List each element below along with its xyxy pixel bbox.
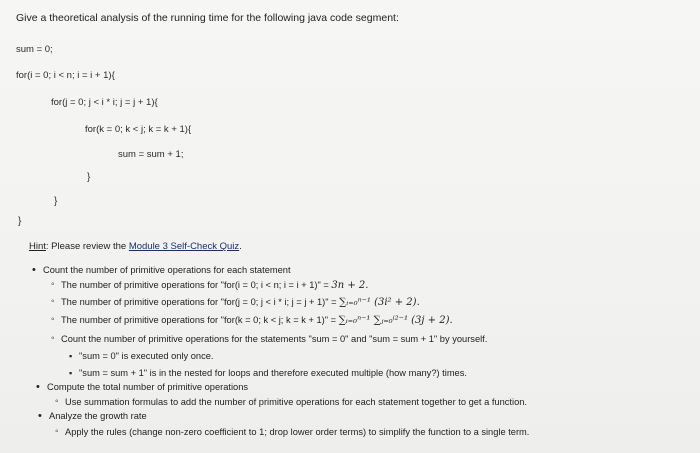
- hint-end: .: [239, 241, 242, 252]
- middle-loop-ops-text: The number of primitive operations for "for(j = 0; j < i * i; j = j + 1)" =: [61, 297, 340, 307]
- self-check-quiz-link[interactable]: Module 3 Self-Check Quiz: [128, 241, 240, 252]
- code-line-inner-loop: for(k = 0; k < j; k = k + 1){: [85, 124, 192, 135]
- inner-loop-ops-text: The number of primitive operations for "for(k = 0; k < j; k = k + 1)" =: [61, 315, 339, 325]
- subbullet-summation-formulas: ◦ Use summation formulas to add the number of primitive operations for each statement together to get a function.: [65, 396, 527, 408]
- code-line-sum-increment: sum = sum + 1;: [118, 149, 184, 160]
- subbullet-outer-loop-ops: [61, 279, 368, 292]
- code-close-brace-inner: }: [87, 172, 91, 183]
- code-line-middle-loop: for(j = 0; j < i * i; j = j + 1){: [51, 97, 158, 108]
- hint-line: [29, 241, 242, 253]
- subbullet-inner-loop-ops: [61, 314, 453, 327]
- hint-text: : Please review the: [45, 241, 129, 252]
- code-line-outer-loop: for(i = 0; i < n; i = i + 1){: [16, 70, 115, 81]
- hint-label: Hint: [29, 241, 46, 252]
- code-line-sum-init: sum = 0;: [16, 44, 53, 55]
- middle-loop-ops-formula: ∑ᵢ₌₀ⁿ⁻¹ (3i² + 2).: [339, 297, 420, 308]
- bullet-count-operations: • Count the number of primitive operations for each statement: [43, 264, 291, 276]
- outer-loop-ops-formula: 3n + 2.: [331, 280, 369, 291]
- subsubbullet-sum-increment-multiple: ▪ "sum = sum + 1" is in the nested for loops and therefore executed multiple (how many?) times.: [79, 367, 467, 379]
- code-close-brace-middle: }: [54, 196, 58, 207]
- subbullet-apply-rules: ◦ Apply the rules (change non-zero coefficient to 1; drop lower order terms) to simplify the function to a single term.: [65, 426, 529, 438]
- code-close-brace-outer: }: [18, 216, 22, 227]
- subbullet-count-statements: ◦ Count the number of primitive operations for the statements "sum = 0" and "sum = sum + 1" by yourself.: [61, 333, 487, 345]
- subbullet-middle-loop-ops: [61, 296, 420, 309]
- subsubbullet-sum-init-once: ▪ "sum = 0" is executed only once.: [79, 350, 214, 362]
- question-text: Give a theoretical analysis of the running time for the following java code segment:: [16, 12, 399, 24]
- bullet-analyze-growth: • Analyze the growth rate: [49, 410, 147, 422]
- bullet-compute-total: • Compute the total number of primitive operations: [47, 381, 248, 393]
- inner-loop-ops-formula: ∑ᵢ₌₀ⁿ⁻¹ ∑ⱼ₌₀ⁱ²⁻¹ (3j + 2).: [338, 315, 453, 326]
- outer-loop-ops-text: The number of primitive operations for "for(i = 0; i < n; i = i + 1)" =: [61, 280, 332, 290]
